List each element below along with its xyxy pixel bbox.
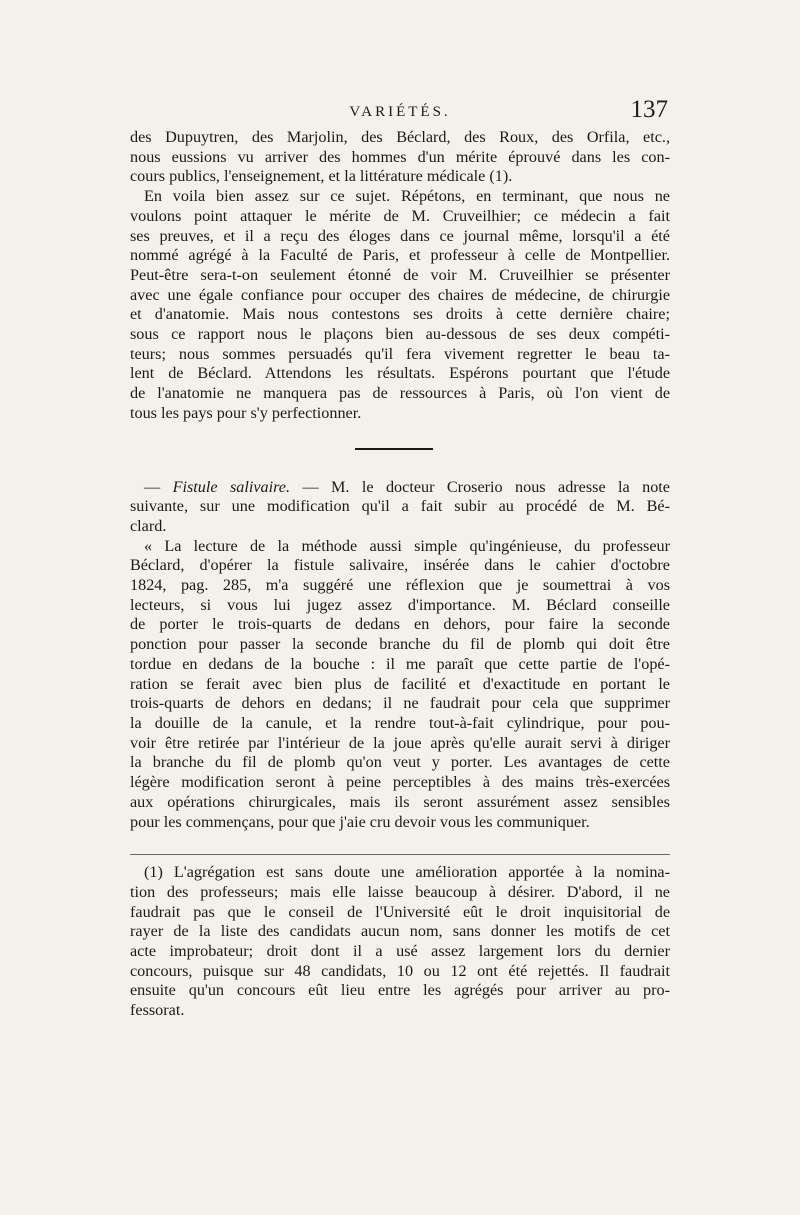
section-separator (130, 424, 670, 468)
text-line: Béclard, d'opérer la fistule salivaire, insérée dans le cahier d'octobre (130, 556, 670, 575)
text-line: voulons point attaquer le mérite de M. Cruveilhier; ce médecin a fait (130, 206, 670, 225)
text-line: suivante, sur une modification qu'il a fait subir au procédé de M. Bé- (130, 497, 670, 516)
text-line: voir être retirée par l'intérieur de la joue après qu'elle aurait servi à diriger (130, 733, 670, 752)
text-line: ponction pour passer la seconde branche du fil de plomb qui doit être (130, 635, 670, 654)
text-line: tous les pays pour s'y perfectionner. (130, 403, 362, 422)
footnote-line: (1) L'agrégation est sans doute une amélioration apportée à la nomina- (144, 863, 670, 882)
text-line: la branche du fil de plomb qu'on veut y porter. Les avantages de cette (130, 753, 670, 772)
text-line: des Dupuytren, des Marjolin, des Béclard, des Roux, des Orfila, etc., (130, 128, 670, 146)
footnote-line: faudrait pas que le conseil de l'Université eût le droit inquisitorial de (130, 902, 670, 921)
running-title: VARIÉTÉS. (349, 104, 451, 120)
text-line: ration se ferait avec bien plus de facilité et d'exactitude en portant le (130, 674, 670, 693)
text-line: cours publics, l'enseignement, et la littérature médicale (1). (130, 167, 513, 186)
text-line: nous eussions vu arriver des hommes d'un mérite éprouvé dans les con- (130, 147, 670, 166)
article-title: Fistule salivaire. (172, 477, 291, 496)
separator-rule (355, 448, 433, 450)
footnote-line: acte improbateur; droit dont il a usé assez largement lors du dernier (130, 942, 670, 961)
text-line: de porter le trois-quarts de dedans en dehors, pour faire la seconde (130, 615, 670, 634)
text-line: et d'anatomie. Mais nous contestons ses droits à cette dernière chaire; (130, 305, 670, 324)
text-line: trois-quarts de dehors en dedans; il ne faudrait pour cela que supprimer (130, 694, 670, 713)
text-line: teurs; nous sommes persuadés qu'il fera vivement regretter le beau ta- (130, 344, 670, 363)
text-line: En voila bien assez sur ce sujet. Répétons, en terminant, que nous ne (144, 187, 670, 206)
text-line: clard. (130, 516, 167, 535)
page-body (130, 128, 670, 1021)
title-dash: — (144, 477, 173, 496)
text-line: Peut-être sera-t-on seulement étonné de voir M. Cruveilhier se présenter (130, 265, 670, 284)
text-line: aux opérations chirurgicales, mais ils seront assurément assez sensibles (130, 792, 670, 811)
page-number: 137 (630, 96, 668, 123)
text-line: avec une égale confiance pour occuper des chaires de médecine, de chirurgie (130, 285, 670, 304)
text-line (130, 478, 670, 498)
text-line: tordue en dedans de la bouche : il me paraît que cette partie de l'opé- (130, 654, 670, 673)
text-line: pour les commençans, pour que j'aie cru devoir vous les communiquer. (130, 812, 590, 831)
text-line: la douille de la canule, et la rendre tout-à-fait cylindrique, pour pou- (130, 713, 670, 732)
text-line: « La lecture de la méthode aussi simple qu'ingénieuse, du professeur (144, 536, 670, 555)
text-line: légère modification seront à peine perceptibles à des mains très-exercées (130, 773, 670, 792)
text-line-rest: — M. le docteur Croserio nous adresse la note (290, 477, 670, 496)
footnote-line: concours, puisque sur 48 candidats, 10 ou 12 ont été rejettés. Il faudrait (130, 961, 670, 980)
article-fistule-salivaire (130, 478, 670, 833)
footnote-line: ensuite qu'un concours eût lieu entre les agrégés pour arriver au pro- (130, 981, 670, 1000)
text-line: lent de Béclard. Attendons les résultats. Espérons pourtant que l'étude (130, 364, 670, 383)
page-header (130, 96, 670, 130)
text-line: de l'anatomie ne manquera pas de ressources à Paris, où l'on vient de (130, 384, 670, 403)
text-line: ses preuves, et il a reçu des éloges dans ce journal même, lorsqu'il a été (130, 226, 670, 245)
paragraph-agregation-end (130, 128, 670, 187)
text-line: lecteurs, si vous lui jugez assez d'importance. M. Béclard conseille (130, 595, 670, 614)
footnote-1 (130, 863, 670, 1021)
paragraph-conclusion (130, 187, 670, 423)
footnote-line: rayer de la liste des candidats aucun nom, sans donner les motifs de cet (130, 922, 670, 941)
text-line: 1824, pag. 285, m'a suggéré une réflexion que je soumettrai à vos (130, 576, 670, 595)
text-line: sous ce rapport nous le plaçons bien au-dessous de ses deux compéti- (130, 325, 670, 344)
text-line: nommé agrégé à la Faculté de Paris, et professeur à celle de Montpellier. (130, 246, 670, 265)
footnote-line: fessorat. (130, 1001, 185, 1020)
footnote-separator (130, 854, 670, 855)
footnote-line: tion des professeurs; mais elle laisse beaucoup à désirer. D'abord, il ne (130, 882, 670, 901)
